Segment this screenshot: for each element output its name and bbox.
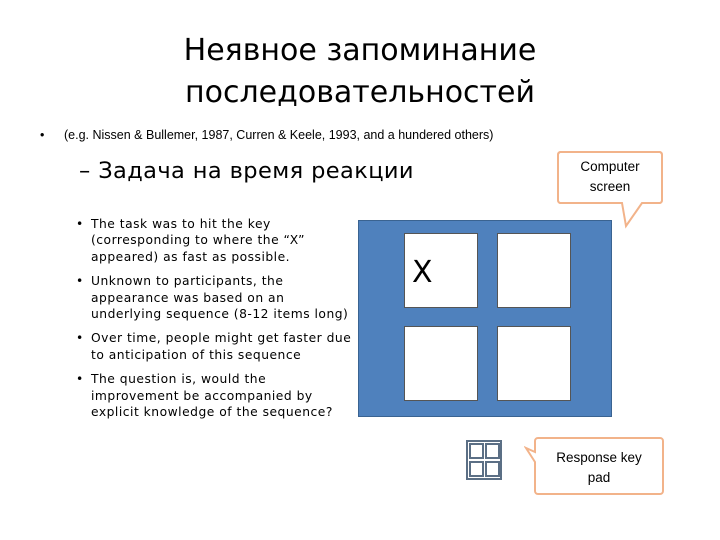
callout-line: Response key	[556, 450, 642, 465]
bullet-item	[76, 371, 356, 420]
screen-cell-top-right	[497, 233, 571, 308]
reference-line	[40, 128, 493, 142]
bullet-text: The task was to hit the key (corresponding to where the “X” appeared) as fast as possible.	[91, 217, 305, 264]
keypad-grid-icon	[466, 440, 502, 480]
screen-cell-bottom-left	[404, 326, 478, 401]
bullet-text: Over time, people might get faster due to anticipation of this sequence	[91, 331, 352, 362]
screen-cell-bottom-right	[497, 326, 571, 401]
computer-screen-diagram	[358, 220, 612, 417]
target-x-marker: X	[412, 255, 433, 290]
title-line-1: Неявное запоминание	[183, 33, 537, 68]
bullet-item	[76, 216, 356, 265]
callout-line: pad	[587, 470, 611, 485]
title-line-2: последовательностей	[185, 75, 535, 110]
bullet-text: Unknown to participants, the appearance was based on an underlying sequence (8-12 items long)	[91, 274, 349, 322]
subheading: – Задача на время реакции	[79, 158, 414, 184]
reference-bullet: •	[40, 128, 45, 142]
computer-screen-callout-text	[558, 157, 662, 197]
bullet-list	[76, 216, 356, 428]
bullet-marker: •	[76, 372, 84, 387]
bullet-marker: •	[76, 331, 84, 346]
bullet-marker: •	[76, 274, 84, 289]
bullet-item	[76, 273, 356, 322]
bullet-text: The question is, would the improvement be accompanied by explicit knowledge of the sequence?	[91, 372, 333, 420]
bullet-item	[76, 330, 356, 363]
slide-title	[0, 30, 720, 114]
callout-line: Computer	[580, 159, 640, 174]
reference-text: (e.g. Nissen & Bullemer, 1987, Curren & Keele, 1993, and a hundered others)	[64, 128, 494, 142]
bullet-marker: •	[76, 217, 84, 231]
response-pad-callout-text	[537, 448, 661, 488]
callout-line: screen	[589, 179, 631, 194]
